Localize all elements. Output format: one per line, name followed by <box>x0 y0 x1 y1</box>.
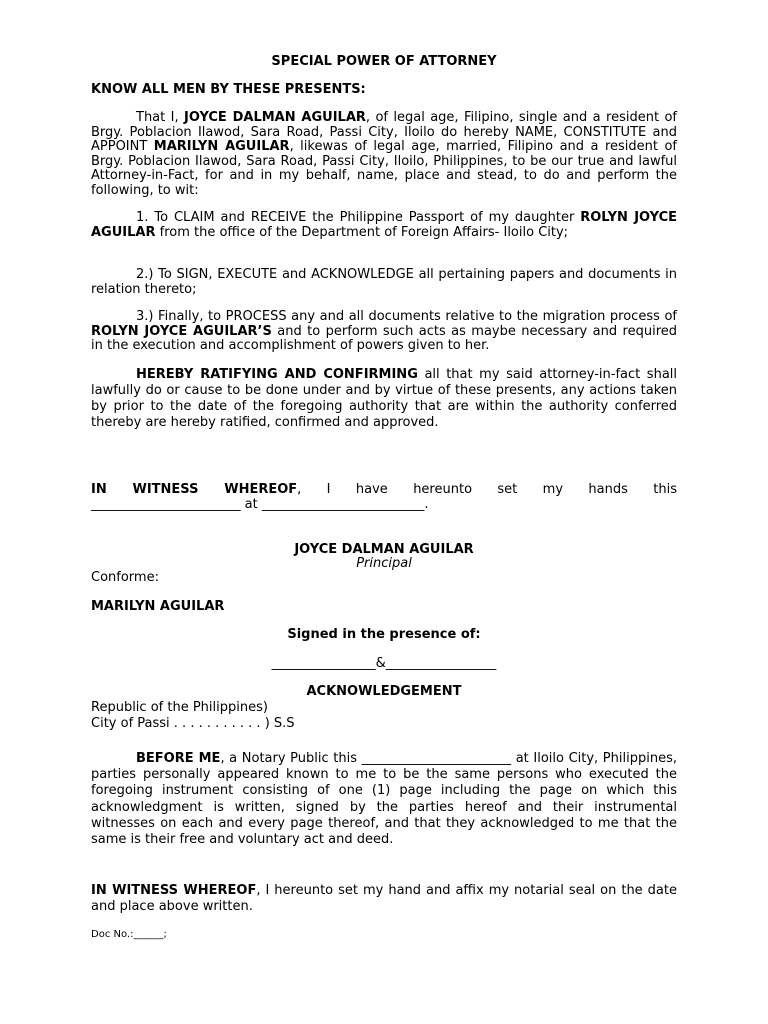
acknowledgement-paragraph: BEFORE ME, a Notary Public this _______________________ at Iloilo City, Philippines, parties personally appeared known to me to be the same persons who executed the foregoing instrument consisting of one (1) page including the page on which this acknowledgment is written, signed by the parties hereof and their instrumental witnesses on each and every page thereof, and that they acknowledged to me that the same is their free and voluntary act and deed. <box>91 751 677 848</box>
intro-paragraph: That I, JOYCE DALMAN AGUILAR, of legal age, Filipino, single and a resident of Brgy. Poblacion Ilawod, Sara Road, Passi City, Iloilo do hereby NAME, CONSTITUTE and APPOINT MARILYN AGUILAR, likewas of legal age, married, Filipino and a resident of Brgy. Poblacion Ilawod, Sara Road, Passi City, Iloilo, Philippines, to be our true and lawful Attorney-in-Fact, for and in my behalf, name, place and stead, to do and perform the following, to wit: <box>91 110 678 198</box>
grantor-name: JOYCE DALMAN AGUILAR <box>184 110 366 125</box>
signed-presence-label: Signed in the presence of: <box>287 627 481 642</box>
conforme-label: Conforme: <box>91 570 159 585</box>
witness-date-place-line: _______________________ at _________________________. <box>91 497 429 512</box>
venue-republic: Republic of the Philippines) <box>91 700 268 715</box>
item-3-paragraph: 3.) Finally, to PROCESS any and all documents relative to the migration process of ROLYN JOYCE AGUILAR’S and to perform such acts as maybe necessary and required in the execution and accomplishment of powers given to her. <box>91 309 677 353</box>
principal-name: JOYCE DALMAN AGUILAR <box>294 542 474 557</box>
item-2-paragraph: 2.) To SIGN, EXECUTE and ACKNOWLEDGE all pertaining papers and documents in relation thereto; <box>91 267 677 297</box>
principal-role: Principal <box>356 556 412 571</box>
document-title: SPECIAL POWER OF ATTORNEY <box>271 54 497 69</box>
witness-signature-lines: ________________&_________________ <box>271 656 497 671</box>
ratify-paragraph: HEREBY RATIFYING AND CONFIRMING all that my said attorney-in-fact shall lawfully do or cause to be done under and by virtue of these presents, any actions taken by prior to the date of the foregoing authority that are within the authority conferred thereby are hereby ratified, confirmed and approved. <box>91 367 678 430</box>
daughter-name-possessive: ROLYN JOYCE AGUILAR’S <box>91 323 272 339</box>
conforme-name: MARILYN AGUILAR <box>91 599 225 614</box>
venue-city: City of Passi . . . . . . . . . . . ) S.S <box>91 716 295 731</box>
doc-number: Doc No.:______; <box>91 929 167 940</box>
witness-line-1: IN WITNESS WHEREOF, I have hereunto set my hands this <box>91 482 677 497</box>
attorney-name: MARILYN AGUILAR <box>153 139 290 154</box>
item-1-paragraph: 1. To CLAIM and RECEIVE the Philippine Passport of my daughter ROLYN JOYCE AGUILAR from the office of the Department of Foreign Affairs- Iloilo City; <box>91 210 677 240</box>
acknowledgement-title: ACKNOWLEDGEMENT <box>306 684 462 699</box>
notary-witness-paragraph: IN WITNESS WHEREOF, I hereunto set my hand and affix my notarial seal on the date and place above written. <box>91 883 677 914</box>
daughter-name: ROLYN JOYCE AGUILAR <box>91 210 677 240</box>
greeting: KNOW ALL MEN BY THESE PRESENTS: <box>91 82 366 97</box>
